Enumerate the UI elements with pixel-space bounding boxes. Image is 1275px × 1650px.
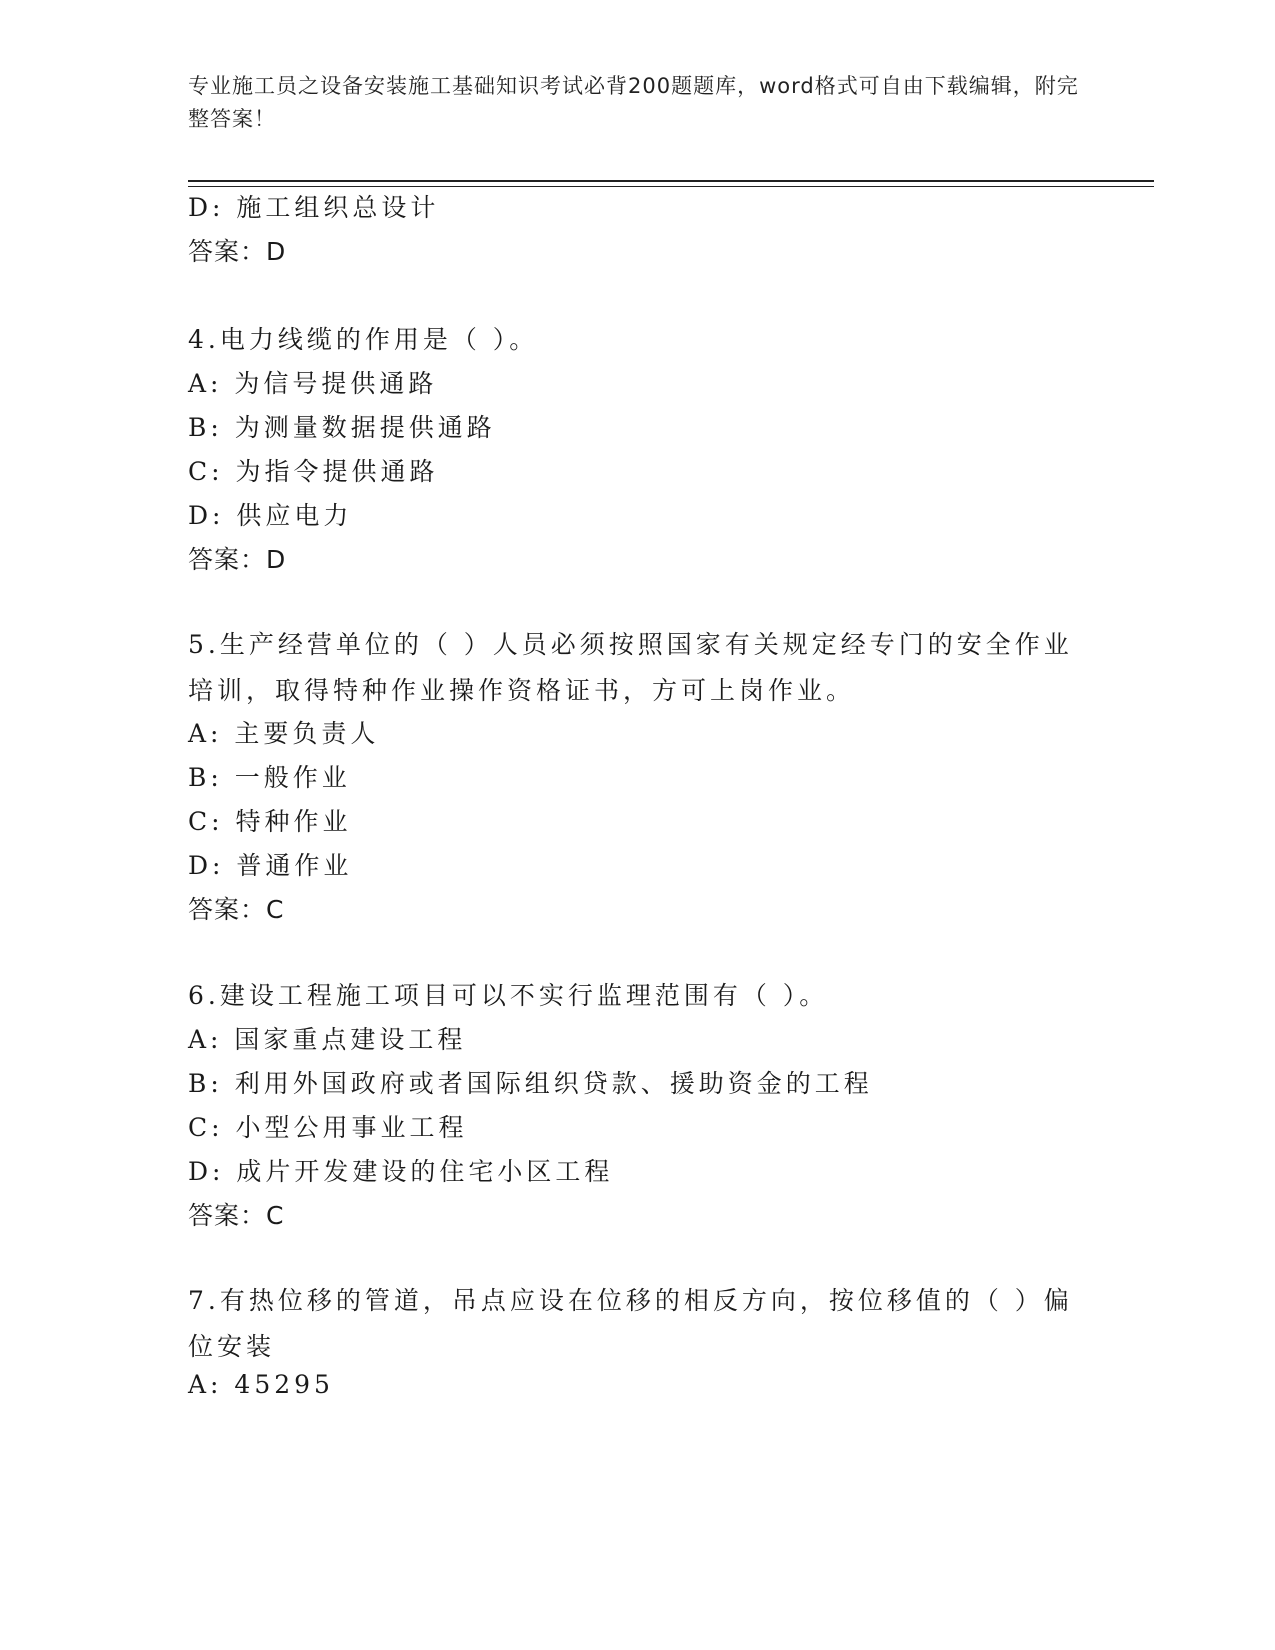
q6-option-c: C: 小型公用事业工程 xyxy=(188,1113,468,1142)
q4-stem: 4.电力线缆的作用是（ ）。 xyxy=(188,325,539,354)
q6-option-a: A: 国家重点建设工程 xyxy=(188,1025,467,1054)
q3-answer: 答案：D xyxy=(188,237,287,266)
q4-option-d: D: 供应电力 xyxy=(188,501,353,530)
header-divider-thick xyxy=(188,180,1154,182)
q4-answer: 答案：D xyxy=(188,545,287,574)
q7-stem: 7.有热位移的管道，吊点应设在位移的相反方向，按位移值的（ ）偏位安装 xyxy=(188,1286,1073,1361)
q6-stem: 6.建设工程施工项目可以不实行监理范围有（ ）。 xyxy=(188,981,829,1010)
q5-option-c: C: 特种作业 xyxy=(188,807,352,836)
q4-option-b: B: 为测量数据提供通路 xyxy=(188,413,496,442)
q6-answer: 答案：C xyxy=(188,1201,285,1230)
q6-option-b: B: 利用外国政府或者国际组织贷款、援助资金的工程 xyxy=(188,1069,873,1098)
document-header: 专业施工员之设备安装施工基础知识考试必背200题题库，word格式可自由下载编辑，附完整答案！ xyxy=(188,74,1079,131)
q4-option-a: A: 为信号提供通路 xyxy=(188,369,438,398)
q5-option-a: A: 主要负责人 xyxy=(188,719,380,748)
q4-option-c: C: 为指令提供通路 xyxy=(188,457,439,486)
q6-option-d: D: 成片开发建设的住宅小区工程 xyxy=(188,1157,614,1186)
q3-option-d: D: 施工组织总设计 xyxy=(188,193,440,222)
q5-option-d: D: 普通作业 xyxy=(188,851,353,880)
header-divider-thin xyxy=(188,186,1154,187)
q5-option-b: B: 一般作业 xyxy=(188,763,351,792)
q5-answer: 答案：C xyxy=(188,895,285,924)
q5-stem: 5.生产经营单位的（ ）人员必须按照国家有关规定经专门的安全作业培训，取得特种作业操作资格证书，方可上岗作业。 xyxy=(188,630,1073,705)
q7-option-a: A: 45295 xyxy=(188,1370,334,1399)
